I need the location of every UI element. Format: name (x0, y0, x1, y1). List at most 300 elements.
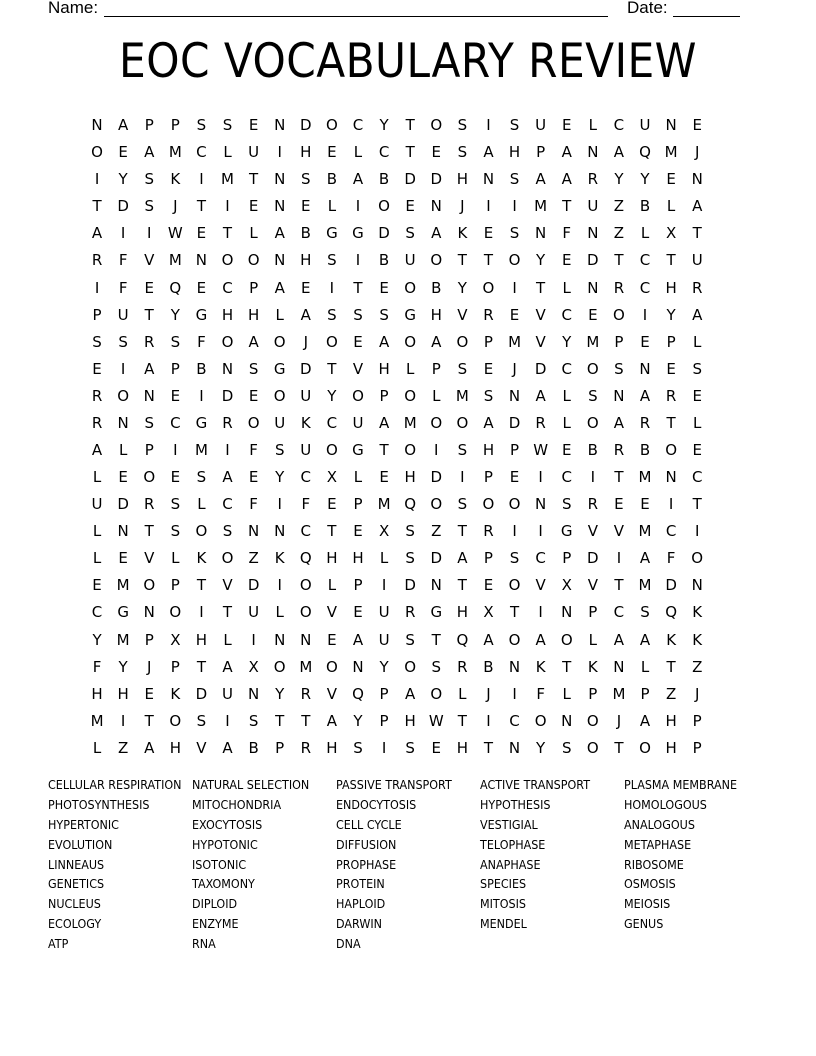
grid-letter[interactable]: M (194, 440, 208, 459)
grid-letter[interactable]: P (379, 684, 389, 703)
grid-letter[interactable]: O (299, 576, 312, 595)
grid-letter[interactable]: A (561, 143, 572, 162)
grid-letter[interactable]: N (535, 224, 547, 243)
grid-letter[interactable]: N (508, 657, 521, 676)
grid-letter[interactable]: K (666, 630, 677, 649)
grid-letter[interactable]: S (196, 468, 207, 487)
grid-letter[interactable]: R (613, 278, 625, 297)
grid-letter[interactable]: I (538, 603, 543, 622)
grid-letter[interactable]: D (300, 359, 312, 378)
grid-letter[interactable]: U (378, 603, 390, 622)
grid-letter[interactable]: F (536, 684, 545, 703)
grid-letter[interactable]: A (248, 332, 259, 351)
grid-letter[interactable]: T (405, 116, 415, 135)
grid-letter[interactable]: I (277, 576, 282, 595)
grid-letter[interactable]: D (404, 576, 416, 595)
grid-letter[interactable]: U (91, 495, 103, 514)
grid-letter[interactable]: U (587, 197, 599, 216)
grid-letter[interactable]: N (561, 711, 573, 730)
grid-letter[interactable]: E (692, 386, 702, 405)
grid-letter[interactable]: N (300, 630, 312, 649)
grid-letter[interactable]: S (561, 495, 572, 514)
grid-letter[interactable]: L (562, 278, 571, 297)
grid-letter[interactable]: H (326, 738, 338, 757)
grid-letter[interactable]: Y (379, 116, 389, 135)
grid-letter[interactable]: S (509, 549, 520, 568)
grid-letter[interactable]: O (482, 495, 495, 514)
grid-letter[interactable]: T (249, 170, 259, 189)
grid-letter[interactable]: R (144, 495, 155, 514)
grid-letter[interactable]: S (327, 305, 337, 324)
grid-letter[interactable]: T (692, 495, 702, 514)
grid-letter[interactable]: D (300, 116, 312, 135)
grid-letter[interactable]: S (353, 738, 363, 757)
grid-letter[interactable]: T (196, 576, 206, 595)
grid-letter[interactable]: Y (353, 711, 363, 730)
grid-letter[interactable]: O (430, 684, 443, 703)
grid-letter[interactable]: P (536, 143, 546, 162)
grid-letter[interactable]: A (483, 143, 494, 162)
grid-letter[interactable]: H (404, 711, 416, 730)
grid-letter[interactable]: T (509, 603, 520, 622)
grid-letter[interactable]: E (483, 576, 494, 595)
grid-letter[interactable]: Y (118, 170, 128, 189)
grid-letter[interactable]: O (299, 603, 312, 622)
grid-letter[interactable]: Q (456, 630, 469, 649)
grid-letter[interactable]: P (275, 738, 285, 757)
grid-letter[interactable]: C (326, 413, 338, 432)
grid-letter[interactable]: V (352, 359, 364, 378)
grid-letter[interactable]: E (118, 468, 128, 487)
grid-letter[interactable]: Y (170, 305, 180, 324)
grid-letter[interactable]: A (535, 170, 546, 189)
grid-letter[interactable]: P (170, 657, 180, 676)
grid-letter[interactable]: T (457, 522, 467, 541)
grid-letter[interactable]: R (91, 251, 103, 270)
grid-letter[interactable]: A (91, 440, 103, 459)
grid-letter[interactable]: D (404, 170, 416, 189)
grid-letter[interactable]: A (378, 413, 390, 432)
grid-letter[interactable]: O (404, 386, 417, 405)
grid-letter[interactable]: O (456, 332, 469, 351)
grid-letter[interactable]: J (460, 197, 465, 216)
grid-letter[interactable]: H (665, 738, 677, 757)
grid-letter[interactable]: T (666, 657, 676, 676)
grid-letter[interactable]: Y (562, 332, 572, 351)
grid-letter[interactable]: H (300, 251, 312, 270)
grid-letter[interactable]: L (197, 495, 206, 514)
grid-letter[interactable]: E (353, 332, 363, 351)
grid-letter[interactable]: N (430, 576, 442, 595)
grid-letter[interactable]: T (92, 197, 102, 216)
grid-letter[interactable]: O (378, 197, 390, 216)
grid-letter[interactable]: P (249, 278, 259, 297)
grid-letter[interactable]: B (378, 170, 390, 189)
grid-letter[interactable]: E (405, 197, 415, 216)
grid-letter[interactable]: X (665, 224, 677, 243)
grid-letter[interactable]: I (486, 711, 491, 730)
grid-letter[interactable]: I (277, 495, 282, 514)
grid-letter[interactable]: B (248, 738, 259, 757)
grid-letter[interactable]: Y (536, 738, 546, 757)
grid-letter[interactable]: T (562, 657, 572, 676)
grid-letter[interactable]: L (171, 549, 180, 568)
grid-letter[interactable]: R (587, 495, 599, 514)
grid-letter[interactable]: S (405, 738, 415, 757)
grid-letter[interactable]: X (483, 603, 494, 622)
grid-letter[interactable]: G (352, 224, 364, 243)
grid-letter[interactable]: H (352, 549, 364, 568)
grid-letter[interactable]: O (247, 251, 260, 270)
grid-letter[interactable]: V (326, 684, 338, 703)
grid-letter[interactable]: O (613, 305, 625, 324)
grid-letter[interactable]: C (378, 143, 390, 162)
grid-letter[interactable]: A (613, 413, 625, 432)
grid-letter[interactable]: F (249, 495, 258, 514)
grid-letter[interactable]: A (692, 197, 703, 216)
grid-letter[interactable]: R (665, 386, 677, 405)
grid-letter[interactable]: A (326, 711, 338, 730)
grid-letter[interactable]: D (378, 224, 390, 243)
grid-letter[interactable]: A (692, 305, 703, 324)
grid-letter[interactable]: A (561, 170, 572, 189)
grid-letter[interactable]: W (428, 711, 444, 730)
grid-letter[interactable]: Q (639, 143, 651, 162)
grid-letter[interactable]: G (195, 305, 208, 324)
grid-letter[interactable]: O (169, 711, 182, 730)
grid-letter[interactable]: P (170, 576, 180, 595)
grid-letter[interactable]: N (587, 278, 599, 297)
grid-letter[interactable]: N (613, 386, 625, 405)
grid-letter[interactable]: D (665, 576, 677, 595)
grid-letter[interactable]: I (512, 684, 517, 703)
grid-letter[interactable]: F (118, 278, 128, 297)
grid-letter[interactable]: T (666, 251, 676, 270)
grid-letter[interactable]: T (275, 711, 285, 730)
grid-letter[interactable]: S (405, 224, 415, 243)
grid-letter[interactable]: D (221, 386, 234, 405)
grid-letter[interactable]: I (512, 522, 517, 541)
grid-letter[interactable]: A (144, 143, 155, 162)
grid-letter[interactable]: F (197, 332, 206, 351)
grid-letter[interactable]: I (355, 197, 361, 216)
grid-letter[interactable]: D (534, 359, 547, 378)
grid-letter[interactable]: P (353, 576, 363, 595)
grid-letter[interactable]: I (120, 224, 126, 243)
grid-letter[interactable]: R (457, 657, 468, 676)
grid-letter[interactable]: A (535, 630, 546, 649)
grid-letter[interactable]: R (639, 413, 651, 432)
grid-letter[interactable]: A (222, 738, 233, 757)
grid-letter[interactable]: R (535, 413, 546, 432)
grid-letter[interactable]: E (196, 224, 207, 243)
grid-letter[interactable]: C (352, 116, 364, 135)
grid-letter[interactable]: N (274, 170, 286, 189)
grid-letter[interactable]: O (430, 251, 443, 270)
grid-letter[interactable]: M (586, 332, 600, 351)
grid-letter[interactable]: O (352, 386, 364, 405)
grid-letter[interactable]: U (404, 251, 416, 270)
grid-letter[interactable]: B (378, 251, 390, 270)
grid-letter[interactable]: O (586, 413, 599, 432)
grid-letter[interactable]: L (588, 630, 597, 649)
grid-letter[interactable]: O (456, 413, 469, 432)
grid-letter[interactable]: K (457, 224, 468, 243)
grid-letter[interactable]: E (118, 143, 128, 162)
grid-letter[interactable]: O (560, 630, 573, 649)
grid-letter[interactable]: I (460, 468, 465, 487)
grid-letter[interactable]: I (355, 251, 361, 270)
grid-letter[interactable]: O (430, 495, 443, 514)
grid-letter[interactable]: E (248, 116, 259, 135)
grid-letter[interactable]: T (196, 657, 206, 676)
grid-letter[interactable]: N (587, 143, 599, 162)
grid-letter[interactable]: N (274, 630, 286, 649)
grid-letter[interactable]: E (170, 386, 181, 405)
grid-letter[interactable]: A (405, 684, 416, 703)
grid-letter[interactable]: P (353, 495, 363, 514)
grid-letter[interactable]: Z (248, 549, 259, 568)
grid-letter[interactable]: S (588, 386, 598, 405)
grid-letter[interactable]: I (277, 143, 282, 162)
grid-letter[interactable]: O (91, 143, 103, 162)
grid-letter[interactable]: O (143, 576, 156, 595)
grid-letter[interactable]: H (404, 468, 416, 487)
grid-letter[interactable]: L (693, 332, 702, 351)
grid-letter[interactable]: S (170, 495, 181, 514)
grid-letter[interactable]: E (92, 576, 102, 595)
grid-letter[interactable]: A (352, 630, 364, 649)
grid-letter[interactable]: L (588, 116, 597, 135)
grid-letter[interactable]: O (508, 576, 521, 595)
grid-letter[interactable]: Q (404, 495, 417, 514)
grid-letter[interactable]: F (249, 440, 258, 459)
grid-letter[interactable]: M (455, 386, 469, 405)
grid-letter[interactable]: I (199, 386, 204, 405)
grid-letter[interactable]: O (534, 711, 547, 730)
grid-letter[interactable]: P (588, 603, 598, 622)
grid-letter[interactable]: L (353, 143, 363, 162)
grid-letter[interactable]: E (248, 197, 259, 216)
grid-letter[interactable]: S (301, 170, 311, 189)
grid-letter[interactable]: I (642, 305, 648, 324)
grid-letter[interactable]: C (300, 468, 312, 487)
grid-letter[interactable]: P (562, 549, 572, 568)
grid-letter[interactable]: N (221, 359, 234, 378)
grid-letter[interactable]: I (251, 630, 256, 649)
grid-letter[interactable]: A (118, 116, 129, 135)
grid-letter[interactable]: L (249, 224, 258, 243)
grid-letter[interactable]: S (170, 522, 181, 541)
grid-letter[interactable]: R (300, 684, 312, 703)
grid-letter[interactable]: I (538, 522, 543, 541)
grid-letter[interactable]: R (587, 170, 599, 189)
grid-letter[interactable]: S (196, 711, 207, 730)
grid-letter[interactable]: L (275, 305, 284, 324)
grid-letter[interactable]: E (561, 440, 572, 459)
grid-letter[interactable]: L (118, 440, 128, 459)
grid-letter[interactable]: N (613, 657, 625, 676)
grid-letter[interactable]: E (301, 197, 311, 216)
grid-letter[interactable]: T (144, 305, 154, 324)
grid-letter[interactable]: V (535, 305, 546, 324)
grid-letter[interactable]: D (117, 495, 129, 514)
grid-letter[interactable]: J (303, 332, 309, 351)
grid-letter[interactable]: S (222, 522, 233, 541)
grid-letter[interactable]: B (326, 170, 338, 189)
grid-letter[interactable]: O (325, 657, 338, 676)
grid-letter[interactable]: M (638, 468, 652, 487)
grid-letter[interactable]: X (248, 657, 259, 676)
grid-letter[interactable]: G (430, 603, 443, 622)
grid-letter[interactable]: E (431, 738, 441, 757)
grid-letter[interactable]: A (535, 386, 546, 405)
grid-letter[interactable]: U (117, 305, 129, 324)
grid-letter[interactable]: T (536, 278, 546, 297)
grid-letter[interactable]: O (691, 549, 704, 568)
grid-letter[interactable]: Y (327, 386, 337, 405)
grid-letter[interactable]: C (170, 413, 181, 432)
grid-letter[interactable]: R (91, 386, 103, 405)
grid-letter[interactable]: S (457, 116, 468, 135)
grid-letter[interactable]: V (144, 251, 155, 270)
grid-letter[interactable]: P (144, 630, 154, 649)
grid-letter[interactable]: O (404, 278, 417, 297)
grid-letter[interactable]: E (666, 170, 676, 189)
grid-letter[interactable]: D (117, 197, 129, 216)
grid-letter[interactable]: M (299, 657, 313, 676)
grid-letter[interactable]: P (510, 440, 520, 459)
grid-letter[interactable]: A (483, 413, 494, 432)
grid-letter[interactable]: D (430, 549, 443, 568)
grid-letter[interactable]: E (248, 386, 259, 405)
grid-letter[interactable]: O (273, 657, 286, 676)
grid-letter[interactable]: V (457, 305, 468, 324)
grid-letter[interactable]: B (587, 440, 598, 459)
grid-letter[interactable]: E (483, 224, 494, 243)
grid-letter[interactable]: C (639, 251, 651, 270)
grid-letter[interactable]: P (692, 711, 702, 730)
grid-letter[interactable]: Z (692, 657, 703, 676)
grid-letter[interactable]: R (483, 305, 494, 324)
grid-letter[interactable]: Z (613, 224, 625, 243)
grid-letter[interactable]: B (196, 359, 207, 378)
grid-letter[interactable]: N (274, 522, 286, 541)
grid-letter[interactable]: O (221, 251, 234, 270)
grid-letter[interactable]: C (509, 711, 520, 730)
grid-letter[interactable]: S (248, 359, 259, 378)
grid-letter[interactable]: I (94, 278, 100, 297)
grid-letter[interactable]: I (94, 170, 100, 189)
grid-letter[interactable]: D (587, 549, 599, 568)
grid-letter[interactable]: N (143, 603, 155, 622)
grid-letter[interactable]: T (379, 440, 389, 459)
grid-letter[interactable]: Q (169, 278, 182, 297)
grid-letter[interactable]: S (457, 440, 468, 459)
grid-letter[interactable]: S (405, 630, 415, 649)
grid-letter[interactable]: L (223, 630, 232, 649)
grid-letter[interactable]: A (144, 738, 155, 757)
grid-letter[interactable]: E (483, 359, 494, 378)
grid-letter[interactable]: S (405, 522, 415, 541)
grid-letter[interactable]: L (405, 359, 415, 378)
grid-letter[interactable]: U (248, 603, 260, 622)
grid-letter[interactable]: T (666, 413, 676, 432)
grid-letter[interactable]: L (640, 657, 650, 676)
grid-letter[interactable]: K (170, 170, 181, 189)
grid-letter[interactable]: N (195, 251, 208, 270)
grid-letter[interactable]: A (639, 630, 651, 649)
grid-letter[interactable]: Z (118, 738, 129, 757)
grid-letter[interactable]: S (614, 359, 624, 378)
grid-letter[interactable]: U (274, 413, 286, 432)
grid-letter[interactable]: O (586, 359, 599, 378)
grid-letter[interactable]: O (221, 332, 234, 351)
grid-letter[interactable]: F (562, 224, 572, 243)
grid-letter[interactable]: C (691, 468, 703, 487)
grid-letter[interactable]: J (694, 143, 700, 162)
grid-letter[interactable]: N (508, 738, 521, 757)
grid-letter[interactable]: I (381, 738, 387, 757)
grid-letter[interactable]: T (483, 738, 494, 757)
grid-letter[interactable]: S (196, 116, 207, 135)
grid-letter[interactable]: F (118, 251, 128, 270)
grid-letter[interactable]: C (196, 143, 207, 162)
grid-letter[interactable]: E (588, 305, 598, 324)
grid-letter[interactable]: G (117, 603, 129, 622)
grid-letter[interactable]: P (483, 549, 493, 568)
grid-letter[interactable]: Z (665, 684, 677, 703)
grid-letter[interactable]: P (144, 440, 154, 459)
grid-letter[interactable]: H (91, 684, 103, 703)
grid-letter[interactable]: E (379, 278, 389, 297)
grid-letter[interactable]: N (430, 197, 442, 216)
grid-letter[interactable]: N (691, 170, 703, 189)
grid-letter[interactable]: O (273, 332, 286, 351)
grid-letter[interactable]: P (144, 116, 154, 135)
grid-letter[interactable]: K (535, 657, 546, 676)
grid-letter[interactable]: N (508, 386, 521, 405)
grid-letter[interactable]: A (274, 278, 285, 297)
grid-letter[interactable]: S (144, 170, 154, 189)
grid-letter[interactable]: A (457, 549, 468, 568)
grid-letter[interactable]: O (430, 413, 443, 432)
grid-letter[interactable]: N (143, 386, 155, 405)
grid-letter[interactable]: R (613, 440, 625, 459)
grid-letter[interactable]: L (275, 603, 284, 622)
grid-letter[interactable]: T (301, 711, 311, 730)
grid-letter[interactable]: L (92, 522, 102, 541)
grid-letter[interactable]: S (144, 197, 154, 216)
grid-letter[interactable]: L (562, 413, 571, 432)
grid-letter[interactable]: E (353, 603, 363, 622)
grid-letter[interactable]: I (512, 278, 517, 297)
grid-letter[interactable]: G (404, 305, 416, 324)
grid-letter[interactable]: H (456, 738, 468, 757)
grid-letter[interactable]: O (404, 440, 417, 459)
grid-letter[interactable]: M (403, 413, 417, 432)
grid-letter[interactable]: F (666, 549, 676, 568)
grid-letter[interactable]: X (170, 630, 181, 649)
grid-letter[interactable]: G (326, 224, 338, 243)
grid-letter[interactable]: I (590, 468, 596, 487)
grid-letter[interactable]: T (692, 224, 702, 243)
grid-letter[interactable]: Y (536, 251, 546, 270)
grid-letter[interactable]: P (640, 684, 650, 703)
grid-letter[interactable]: N (587, 224, 599, 243)
grid-letter[interactable]: L (562, 684, 571, 703)
grid-letter[interactable]: D (247, 576, 260, 595)
